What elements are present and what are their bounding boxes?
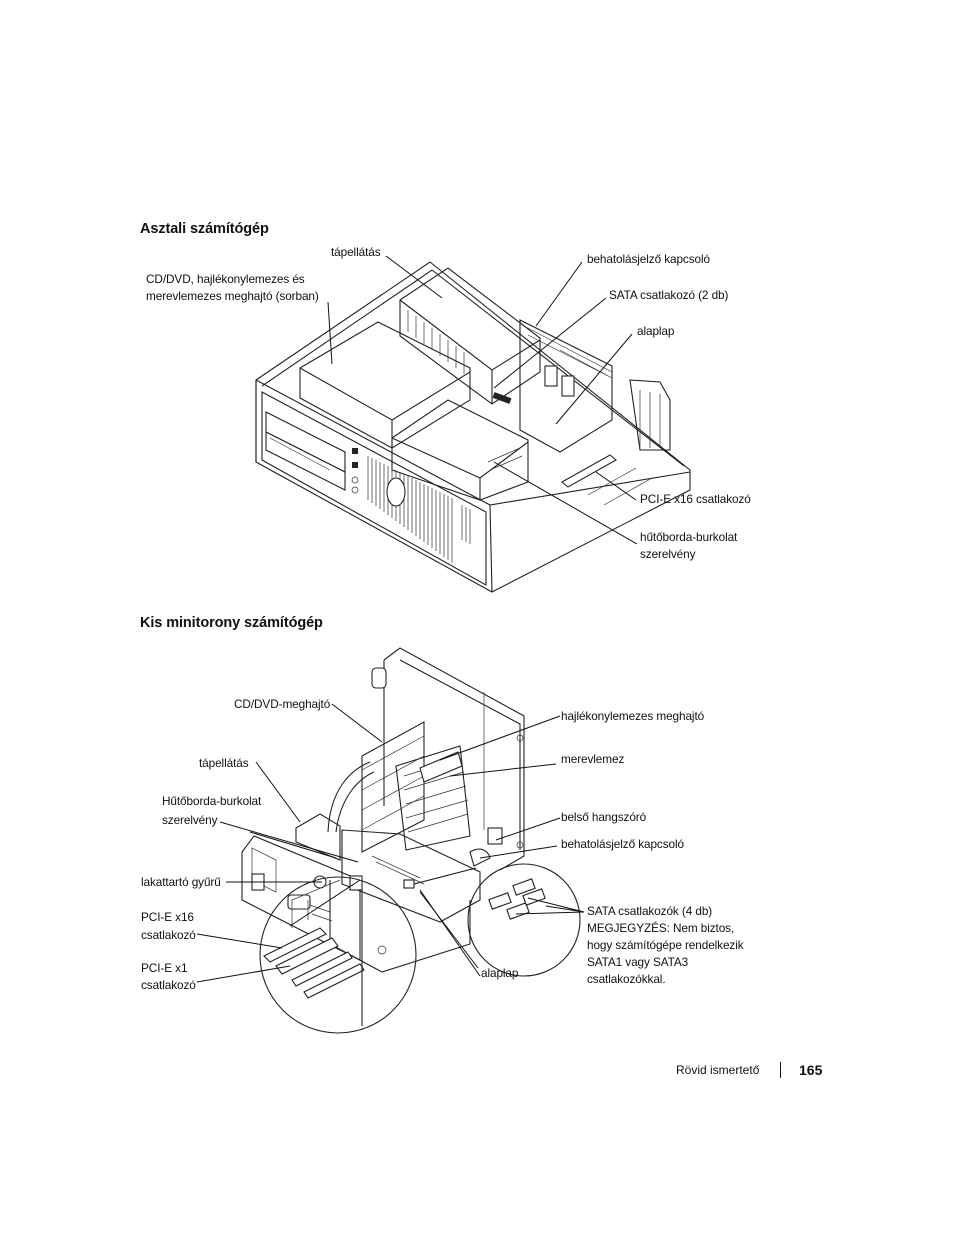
footer-title: Rövid ismertető bbox=[676, 1063, 760, 1077]
label-pcie-x16-line1: PCI-E x16 bbox=[141, 910, 194, 924]
label-sata-line1: SATA csatlakozók (4 db) bbox=[587, 904, 713, 918]
section-heading-minitower: Kis minitorony számítógép bbox=[140, 615, 323, 631]
label-drives-line2: merevlemezes meghajtó (sorban) bbox=[146, 289, 319, 303]
label-padlock-ring: lakattartó gyűrű bbox=[141, 875, 221, 889]
label-power-supply-2: tápellátás bbox=[199, 756, 249, 770]
label-system-board-2: alaplap bbox=[481, 966, 519, 980]
label-internal-speaker: belső hangszóró bbox=[561, 810, 647, 824]
label-sata-line2: MEGJEGYZÉS: Nem biztos, bbox=[587, 921, 735, 935]
label-hard-drive: merevlemez bbox=[561, 752, 625, 766]
section-heading-desktop: Asztali számítógép bbox=[140, 221, 269, 237]
label-sata-line4: SATA1 vagy SATA3 bbox=[587, 955, 689, 969]
label-pcie-x1-line1: PCI-E x1 bbox=[141, 961, 188, 975]
label-drives-line1: CD/DVD, hajlékonylemezes és bbox=[146, 272, 305, 286]
page-number: 165 bbox=[799, 1062, 823, 1078]
label-pcie-x1-line2: csatlakozó bbox=[141, 978, 196, 992]
label-system-board: alaplap bbox=[637, 324, 675, 338]
callout-circle-sata bbox=[468, 864, 580, 976]
label-pcie-connector: PCI-E x16 csatlakozó bbox=[640, 492, 751, 506]
footer-separator bbox=[780, 1062, 781, 1078]
label-sata-line3: hogy számítógépe rendelkezik bbox=[587, 938, 744, 952]
label-floppy-drive: hajlékonylemezes meghajtó bbox=[561, 709, 705, 723]
label-heatsink-2-line1: Hűtőborda-burkolat bbox=[162, 794, 262, 808]
label-heatsink-2-line2: szerelvény bbox=[162, 813, 218, 827]
label-cd-dvd-drive: CD/DVD-meghajtó bbox=[234, 697, 331, 711]
label-intrusion-switch-2: behatolásjelző kapcsoló bbox=[561, 837, 684, 851]
label-pcie-x16-line2: csatlakozó bbox=[141, 928, 196, 942]
label-intrusion-switch: behatolásjelző kapcsoló bbox=[587, 252, 710, 266]
label-heatsink-line1: hűtőborda-burkolat bbox=[640, 530, 738, 544]
label-sata-connector: SATA csatlakozó (2 db) bbox=[609, 288, 729, 302]
label-sata-line5: csatlakozókkal. bbox=[587, 972, 666, 986]
label-power-supply: tápellátás bbox=[331, 245, 381, 259]
label-heatsink-line2: szerelvény bbox=[640, 547, 696, 561]
